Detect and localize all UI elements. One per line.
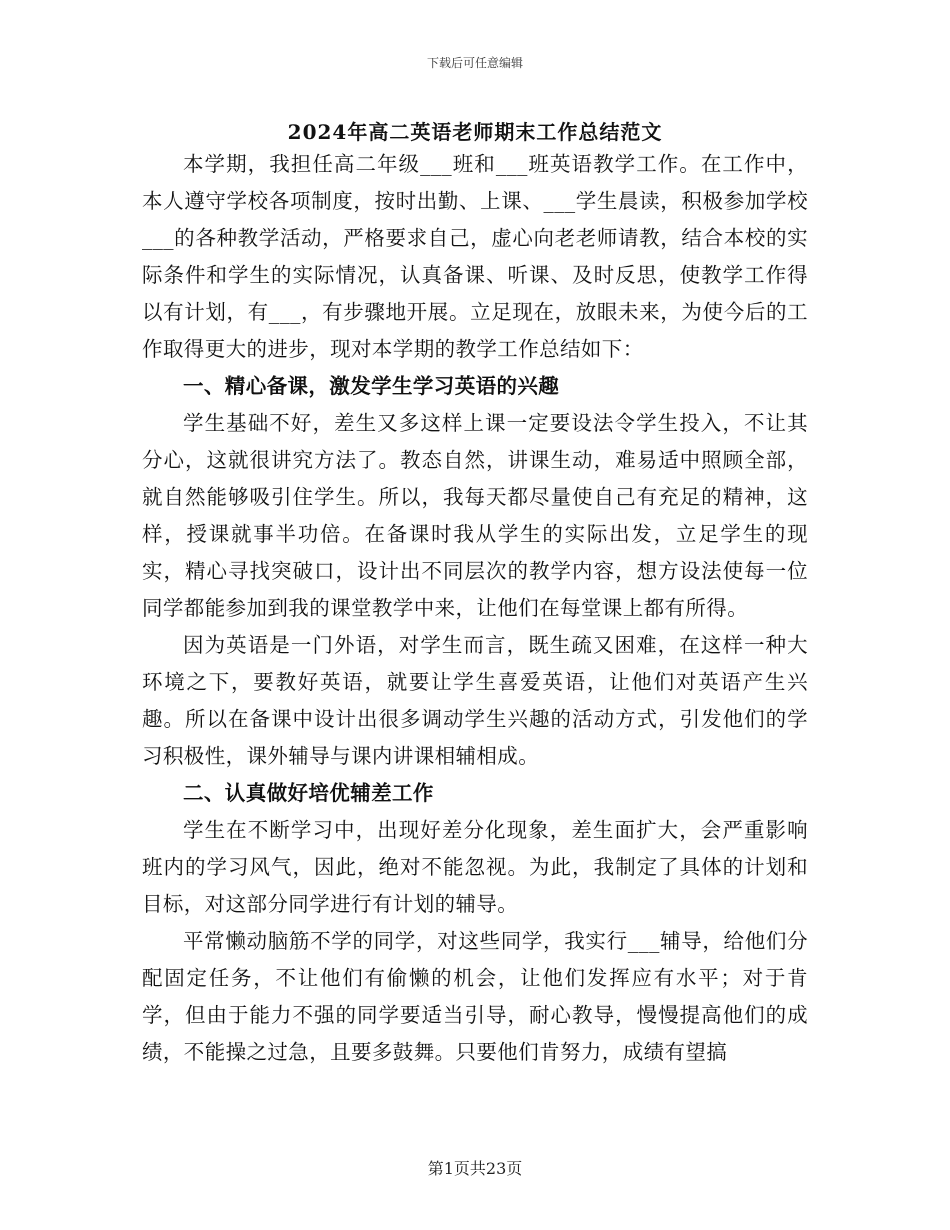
paragraph-section2-a: 学生在不断学习中，出现好差分化现象，差生面扩大，会严重影响班内的学习风气，因此，绝对不能忽视。为此，我制定了具体的计划和目标，对这部分同学进行有计划的辅导。: [142, 818, 808, 916]
document-body: [142, 146, 808, 1071]
paragraph-section1-b: 因为英语是一门外语，对学生而言，既生疏又困难，在这样一种大环境之下，要教好英语，就要让学生喜爱英语，让他们对英语产生兴趣。所以在备课中设计出很多调动学生兴趣的活动方式，引发他们的学习积极性，课外辅导与课内讲课相辅相成。: [142, 633, 808, 768]
section-heading-2: 二、认真做好培优辅差工作: [183, 781, 434, 805]
section-heading-1: 一、精心备课，激发学生学习英语的兴趣: [183, 374, 560, 398]
header-note: 下载后可任意编辑: [426, 56, 523, 70]
paragraph-section1-a: 学生基础不好，差生又多这样上课一定要设法令学生投入，不让其分心，这就很讲究方法了。教态自然，讲课生动，难易适中照顾全部，就自然能够吸引住学生。所以，我每天都尽量使自己有充足的精神，这样，授课就事半功倍。在备课时我从学生的实际出发，立足学生的现实，精心寻找突破口，设计出不同层次的教学内容，想方设法使每一位同学都能参加到我的课堂教学中来，让他们在每堂课上都有所得。: [142, 411, 808, 620]
page-footer: 第1页共23页: [427, 1159, 523, 1178]
document-title: 2024年高二英语老师期末工作总结范文: [287, 120, 663, 144]
paragraph-section2-b: 平常懒动脑筋不学的同学，对这些同学，我实行___辅导，给他们分配固定任务，不让他们有偷懒的机会，让他们发挥应有水平；对于肯学，但由于能力不强的同学要适当引导，耐心教导，慢慢提高他们的成绩，不能操之过急，且要多鼓舞。只要他们肯努力，成绩有望搞: [142, 929, 808, 1064]
paragraph-intro: 本学期，我担任高二年级___班和___班英语教学工作。在工作中，本人遵守学校各项制度，按时出勤、上课、___学生晨读，积极参加学校___的各种教学活动，严格要求自己，虚心向老老师请教，结合本校的实际条件和学生的实际情况，认真备课、听课、及时反思，使教学工作得以有计划，有___，有步骤地开展。立足现在，放眼未来，为使今后的工作取得更大的进步，现对本学期的教学工作总结如下：: [142, 152, 808, 361]
